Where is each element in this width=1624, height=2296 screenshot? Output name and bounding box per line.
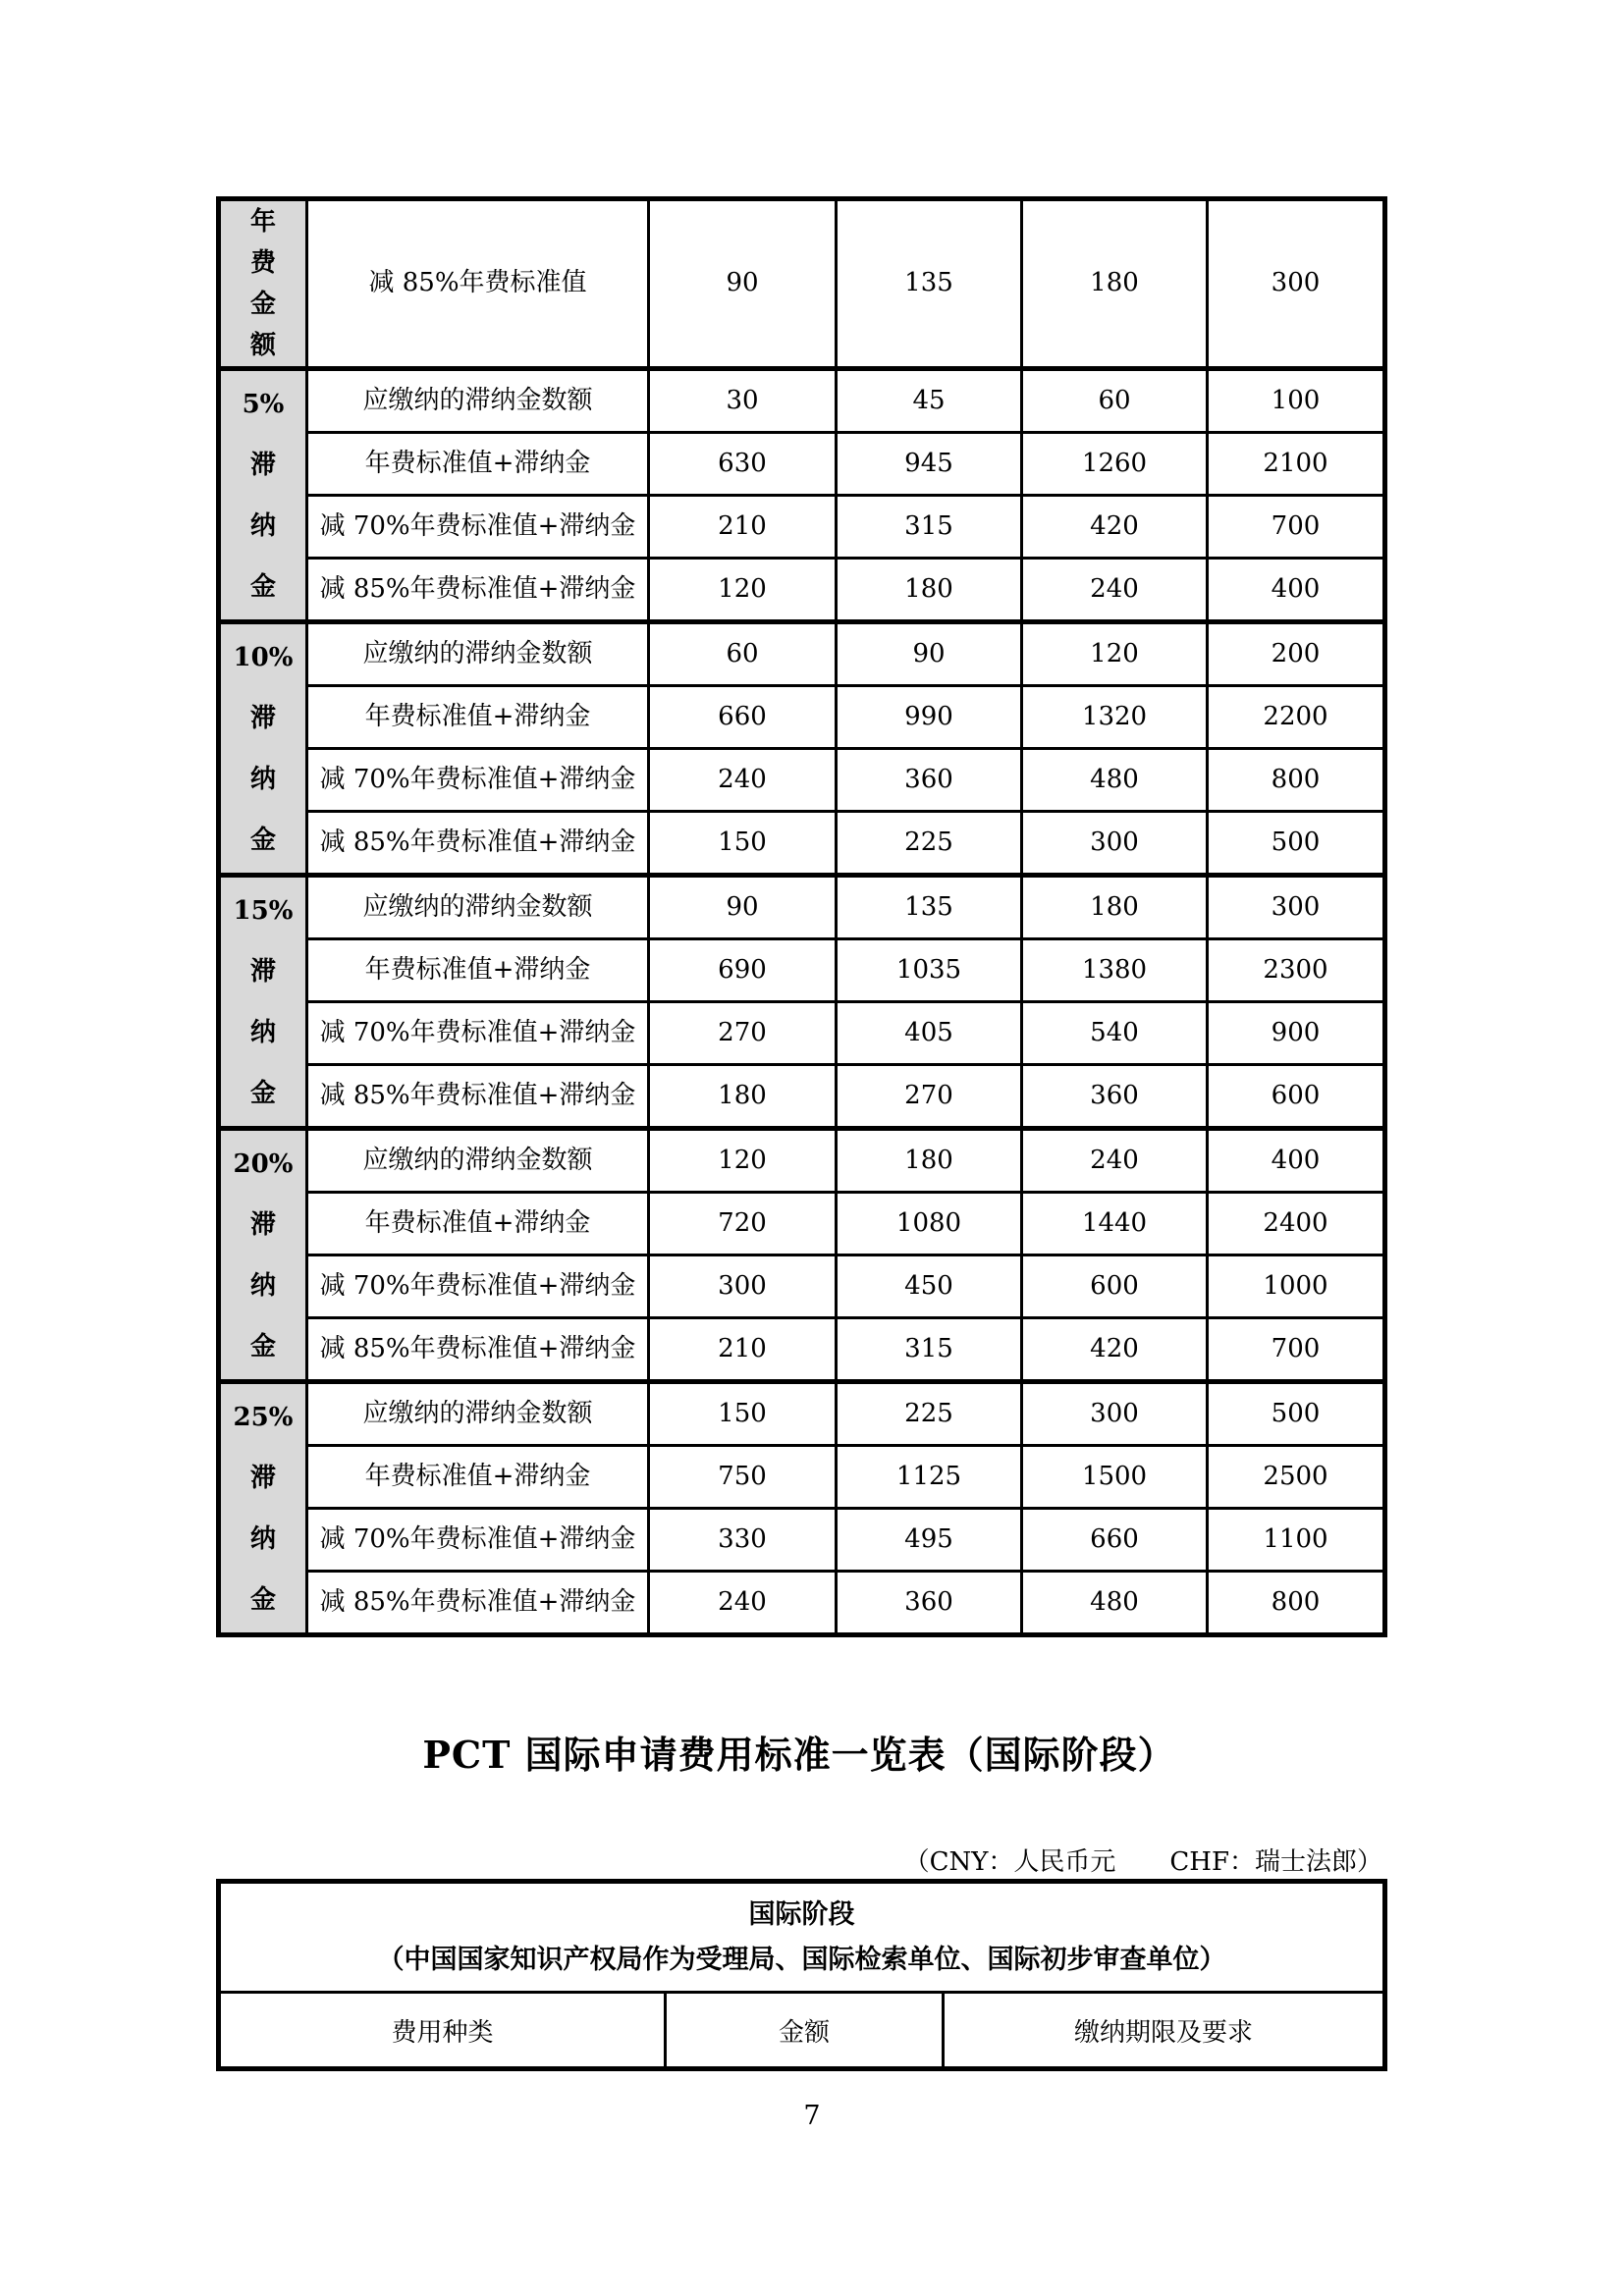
section-header-line: 额 [249,331,276,360]
fee-value-cell: 360 [837,749,1022,812]
fee-label-cell: 减 70%年费标准值+滞纳金 [307,496,649,559]
fee-value-cell: 315 [837,1318,1022,1382]
annual-fee-table-body [219,199,1385,1635]
fee-value-cell: 270 [837,1065,1022,1129]
fee-label-cell: 减 85%年费标准值+滞纳金 [307,559,649,622]
fee-value-cell: 2400 [1208,1193,1385,1255]
fee-row [219,1572,1385,1635]
fee-value-cell: 300 [1022,1382,1208,1446]
fee-row [219,559,1385,622]
fee-value-cell: 300 [649,1255,837,1318]
section-header-line: 金 [249,1331,276,1362]
section-header-cell [219,622,307,876]
section-header-text [221,1387,305,1630]
fee-value-cell: 90 [649,876,837,939]
section-header-line: 滞 [249,450,276,480]
pct-column-fee-type: 费用种类 [219,1993,666,2069]
section-header-line: 年 [249,207,276,237]
fee-value-cell: 900 [1208,1002,1385,1065]
section-header-line: 滞 [249,703,276,733]
fee-value-cell: 180 [649,1065,837,1129]
fee-value-cell: 420 [1022,1318,1208,1382]
section-header-line: 25% [233,1402,294,1432]
fee-label-cell: 减 70%年费标准值+滞纳金 [307,1002,649,1065]
fee-value-cell: 135 [837,876,1022,939]
fee-label-cell: 年费标准值+滞纳金 [307,1446,649,1509]
fee-value-cell: 200 [1208,622,1385,686]
fee-row [219,369,1385,433]
fee-value-cell: 1080 [837,1193,1022,1255]
fee-value-cell: 540 [1022,1002,1208,1065]
pct-table-columns-row [219,1993,1385,2069]
fee-value-cell: 210 [649,1318,837,1382]
section-header-cell [219,876,307,1129]
section-header-text [221,374,305,617]
section-header-line: 20% [233,1148,294,1179]
fee-row [219,1193,1385,1255]
fee-row [219,749,1385,812]
section-header-cell [219,369,307,622]
fee-value-cell: 180 [1022,876,1208,939]
fee-value-cell: 315 [837,496,1022,559]
fee-value-cell: 150 [649,812,837,876]
fee-value-cell: 2200 [1208,686,1385,749]
fee-value-cell: 600 [1208,1065,1385,1129]
fee-value-cell: 405 [837,1002,1022,1065]
pct-stage-subtitle: （中国国家知识产权局作为受理局、国际检索单位、国际初步审查单位） [377,1944,1226,1975]
fee-row [219,622,1385,686]
pct-table-header-row [219,1882,1385,1993]
fee-value-cell: 800 [1208,1572,1385,1635]
fee-value-cell: 300 [1208,199,1385,369]
fee-value-cell: 240 [649,749,837,812]
section-header-text [221,1134,305,1377]
fee-value-cell: 800 [1208,749,1385,812]
fee-value-cell: 135 [837,199,1022,369]
fee-row [219,686,1385,749]
fee-label-cell: 减 70%年费标准值+滞纳金 [307,1509,649,1572]
pct-international-table [216,1879,1387,2071]
fee-value-cell: 100 [1208,369,1385,433]
fee-row [219,876,1385,939]
fee-value-cell: 180 [837,1129,1022,1193]
fee-value-cell: 1500 [1022,1446,1208,1509]
fee-value-cell: 480 [1022,1572,1208,1635]
fee-row [219,496,1385,559]
fee-label-cell: 减 85%年费标准值+滞纳金 [307,812,649,876]
fee-row [219,939,1385,1002]
section-header-line: 纳 [249,1017,276,1047]
fee-value-cell: 1320 [1022,686,1208,749]
fee-label-cell: 应缴纳的滞纳金数额 [307,622,649,686]
fee-value-cell: 1125 [837,1446,1022,1509]
page-number: 7 [803,2101,821,2131]
fee-value-cell: 330 [649,1509,837,1572]
fee-row [219,1318,1385,1382]
fee-value-cell: 500 [1208,1382,1385,1446]
annual-fee-late-fee-table [216,196,1387,1637]
section-header-cell [219,1129,307,1382]
pct-column-deadline: 缴纳期限及要求 [944,1993,1385,2069]
section-header-line: 滞 [249,1463,276,1493]
fee-row [219,1446,1385,1509]
fee-value-cell: 240 [1022,1129,1208,1193]
section-header-line: 滞 [249,1209,276,1240]
fee-value-cell: 120 [649,559,837,622]
section-header-line: 纳 [249,764,276,794]
fee-value-cell: 120 [1022,622,1208,686]
fee-row [219,1509,1385,1572]
fee-value-cell: 240 [1022,559,1208,622]
fee-label-cell: 减 70%年费标准值+滞纳金 [307,749,649,812]
fee-value-cell: 210 [649,496,837,559]
section-header-cell [219,1382,307,1635]
fee-value-cell: 400 [1208,1129,1385,1193]
fee-value-cell: 180 [1022,199,1208,369]
fee-row [219,1129,1385,1193]
fee-value-cell: 300 [1208,876,1385,939]
section-header-line: 金 [249,290,276,319]
fee-label-cell: 减 85%年费标准值 [307,199,649,369]
fee-value-cell: 1440 [1022,1193,1208,1255]
fee-value-cell: 480 [1022,749,1208,812]
fee-label-cell: 应缴纳的滞纳金数额 [307,1382,649,1446]
section-header-line: 5% [242,389,285,419]
pct-title: PCT 国际申请费用标准一览表（国际阶段） [422,1733,1176,1777]
fee-value-cell: 420 [1022,496,1208,559]
fee-label-cell: 减 85%年费标准值+滞纳金 [307,1065,649,1129]
section-header-line: 纳 [249,1270,276,1301]
fee-value-cell: 60 [649,622,837,686]
fee-value-cell: 225 [837,1382,1022,1446]
fee-value-cell: 2100 [1208,433,1385,496]
fee-value-cell: 945 [837,433,1022,496]
fee-label-cell: 应缴纳的滞纳金数额 [307,1129,649,1193]
fee-value-cell: 150 [649,1382,837,1446]
fee-value-cell: 90 [837,622,1022,686]
section-header-line: 费 [249,248,276,278]
fee-label-cell: 应缴纳的滞纳金数额 [307,369,649,433]
fee-value-cell: 990 [837,686,1022,749]
fee-value-cell: 360 [1022,1065,1208,1129]
section-header-line: 金 [249,571,276,602]
pct-stage-title: 国际阶段 [748,1898,855,1930]
fee-row [219,1065,1385,1129]
pct-table-header-cell [219,1882,1385,1993]
section-header-text [221,627,305,871]
fee-value-cell: 225 [837,812,1022,876]
fee-value-cell: 1035 [837,939,1022,1002]
section-header-line: 金 [249,1584,276,1615]
fee-value-cell: 2300 [1208,939,1385,1002]
section-header-line: 滞 [249,956,276,987]
fee-value-cell: 600 [1022,1255,1208,1318]
fee-value-cell: 45 [837,369,1022,433]
fee-value-cell: 120 [649,1129,837,1193]
fee-value-cell: 2500 [1208,1446,1385,1509]
fee-value-cell: 360 [837,1572,1022,1635]
fee-value-cell: 700 [1208,496,1385,559]
currency-note [904,1842,1382,1878]
fee-value-cell: 60 [1022,369,1208,433]
section-header-line: 纳 [249,510,276,541]
fee-value-cell: 450 [837,1255,1022,1318]
fee-label-cell: 年费标准值+滞纳金 [307,686,649,749]
fee-value-cell: 1260 [1022,433,1208,496]
fee-label-cell: 年费标准值+滞纳金 [307,939,649,1002]
section-header-cell [219,199,307,369]
fee-value-cell: 400 [1208,559,1385,622]
pct-column-amount: 金额 [666,1993,944,2069]
fee-row [219,199,1385,369]
fee-value-cell: 700 [1208,1318,1385,1382]
section-header-line: 10% [233,642,294,672]
fee-value-cell: 495 [837,1509,1022,1572]
fee-value-cell: 660 [1022,1509,1208,1572]
section-header-text [221,881,305,1124]
fee-label-cell: 减 85%年费标准值+滞纳金 [307,1572,649,1635]
fee-row [219,812,1385,876]
fee-value-cell: 720 [649,1193,837,1255]
fee-label-cell: 年费标准值+滞纳金 [307,1193,649,1255]
section-header-line: 金 [249,825,276,855]
fee-value-cell: 180 [837,559,1022,622]
fee-value-cell: 500 [1208,812,1385,876]
fee-value-cell: 1380 [1022,939,1208,1002]
section-header-line: 15% [233,895,294,926]
section-header-line: 金 [249,1078,276,1108]
fee-value-cell: 90 [649,199,837,369]
fee-row [219,1255,1385,1318]
fee-row [219,1002,1385,1065]
fee-value-cell: 690 [649,939,837,1002]
fee-label-cell: 减 70%年费标准值+滞纳金 [307,1255,649,1318]
fee-value-cell: 750 [649,1446,837,1509]
fee-value-cell: 1100 [1208,1509,1385,1572]
section-header-line: 纳 [249,1523,276,1554]
fee-row [219,1382,1385,1446]
section-header-text [221,201,305,366]
fee-value-cell: 1000 [1208,1255,1385,1318]
fee-value-cell: 270 [649,1002,837,1065]
currency-note-cny: （CNY：人民币元 [903,1847,1116,1877]
fee-value-cell: 30 [649,369,837,433]
fee-label-cell: 减 85%年费标准值+滞纳金 [307,1318,649,1382]
currency-note-chf: CHF：瑞士法郎） [1169,1847,1382,1877]
fee-value-cell: 300 [1022,812,1208,876]
fee-row [219,433,1385,496]
fee-value-cell: 660 [649,686,837,749]
fee-value-cell: 630 [649,433,837,496]
fee-label-cell: 应缴纳的滞纳金数额 [307,876,649,939]
fee-label-cell: 年费标准值+滞纳金 [307,433,649,496]
fee-value-cell: 240 [649,1572,837,1635]
